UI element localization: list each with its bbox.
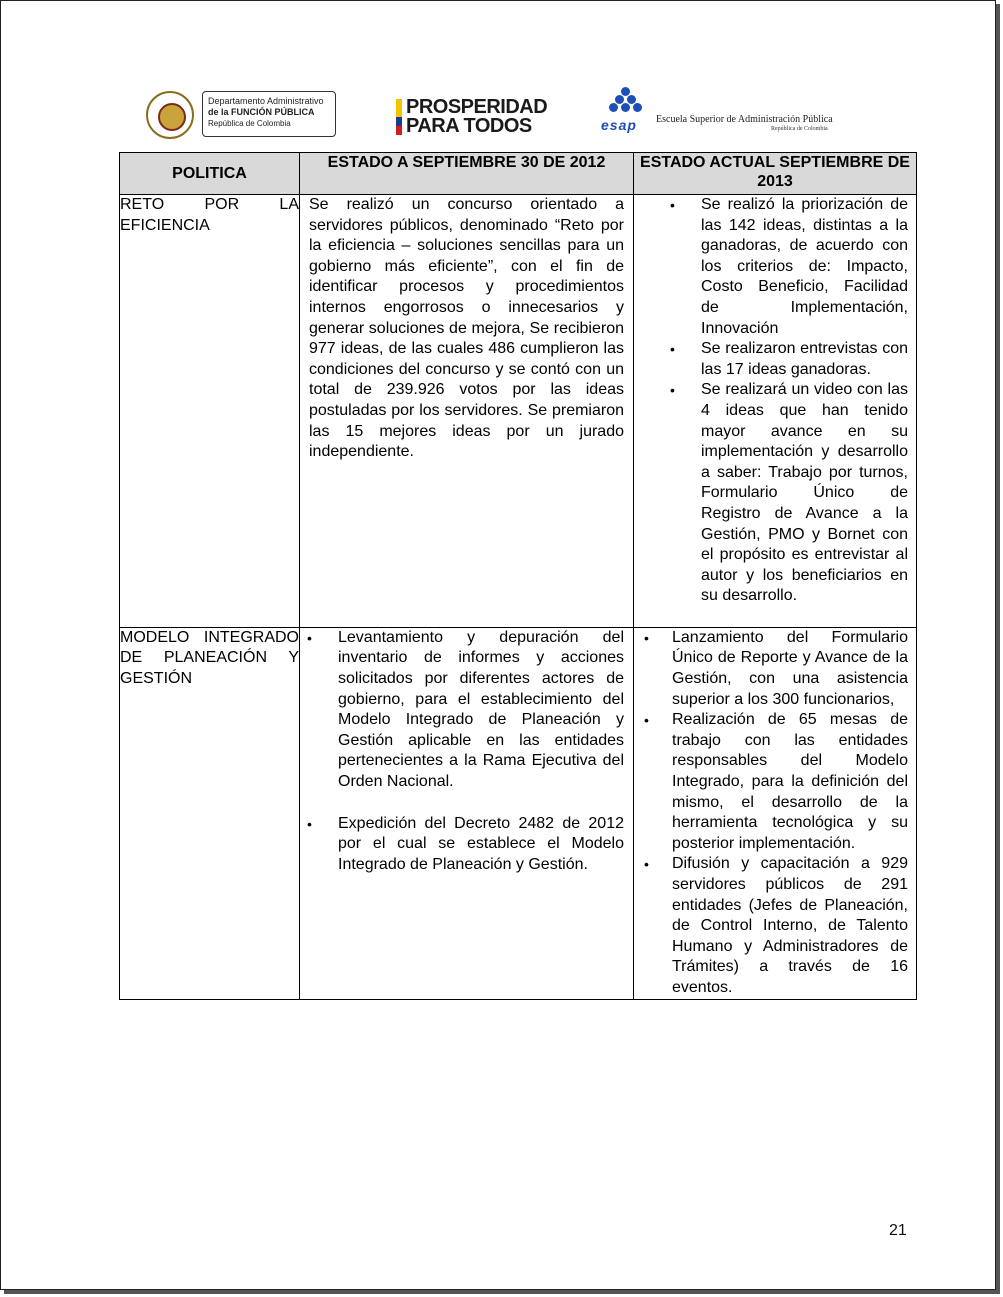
list-item-text: Se realizó la priorización de las 142 ideas, distintas a la ganadoras, de acuerdo con los criterios de: Impacto, Costo Beneficio, Facilidad de Implementación, Innovación xyxy=(701,196,908,337)
dafp-line3: República de Colombia xyxy=(208,119,291,128)
bullet-icon: • xyxy=(644,856,649,873)
flag-bar-icon xyxy=(396,99,402,135)
list-item-text: Lanzamiento del Formulario Único de Reporte y Avance de la Gestión, con una asistencia superior a los 300 funcionarios, xyxy=(672,628,908,708)
bullet-icon: • xyxy=(644,629,649,646)
list-item xyxy=(670,195,908,339)
prosperidad-logo xyxy=(396,95,551,139)
dafp-logo xyxy=(146,87,336,143)
prosperidad-line2: PARA TODOS xyxy=(406,115,532,137)
dafp-line1: Departamento Administrativo xyxy=(208,96,324,106)
bullet-icon: • xyxy=(644,712,649,729)
list-item xyxy=(644,854,908,998)
list-item xyxy=(307,628,624,793)
colombia-seal-icon xyxy=(146,91,194,139)
table-row xyxy=(120,627,917,999)
bullet-icon: • xyxy=(670,382,675,399)
dafp-logo-box xyxy=(202,91,336,137)
header-logos xyxy=(141,87,841,147)
list-item xyxy=(644,628,908,710)
list-item xyxy=(670,339,908,380)
bullet-icon: • xyxy=(670,197,675,213)
estado-2012-cell xyxy=(300,627,634,999)
policy-table xyxy=(119,152,917,1000)
page-number: 21 xyxy=(889,1222,907,1239)
esap-word: esap xyxy=(601,117,637,133)
estado-2012-text: Se realizó un concurso orientado a servidores públicos, denominado “Reto por la eficiencia – soluciones sencillas para un gobierno más eficiente”, con el fin de identificar procesos y procedimientos internos engorrosos o innecesarios y generar soluciones de mejora, Se recibieron 977 ideas, de las cuales 486 cumplieron las condiciones del concurso y se contó con un total de 239.926 votos por las ideas postuladas por los servidores. Se premiaron las 15 mejores ideas por un jurado independiente. xyxy=(309,196,624,461)
esap-name: Escuela Superior de Administración Pública xyxy=(656,114,833,125)
bullet-icon: • xyxy=(307,815,312,832)
header-estado-2013: ESTADO ACTUAL SEPTIEMBRE DE 2013 xyxy=(634,153,917,195)
header-politica: POLITICA xyxy=(120,153,300,195)
estado-2012-list xyxy=(300,628,633,876)
politica-cell: RETO POR LA EFICIENCIA xyxy=(120,195,300,628)
list-item-text: Levantamiento y depuración del inventario de informes y acciones solicitados por diferentes actores de gobierno, para el establecimiento del Modelo Integrado de Planeación y Gestión aplicable en las entidades pertenecientes a la Rama Ejecutiva del Orden Nacional. xyxy=(338,628,624,791)
estado-2013-list xyxy=(634,628,916,999)
list-item-text: Expedición del Decreto 2482 de 2012 por el cual se establece el Modelo Integrado de Planeación y Gestión. xyxy=(338,814,624,873)
esap-logo xyxy=(601,87,841,143)
list-item xyxy=(644,710,908,854)
header-estado-2012: ESTADO A SEPTIEMBRE 30 DE 2012 xyxy=(300,153,634,195)
list-item-text: Se realizaron entrevistas con las 17 ideas ganadoras. xyxy=(701,340,908,378)
bullet-icon: • xyxy=(670,341,675,358)
estado-2013-cell xyxy=(634,627,917,999)
estado-2013-list xyxy=(634,195,916,607)
dafp-line2: de la FUNCIÓN PÚBLICA xyxy=(208,107,315,117)
list-spacer xyxy=(338,793,624,814)
politica-cell: MODELO INTEGRADO DE PLANEACIÓN Y GESTIÓN xyxy=(120,627,300,999)
list-item-text: Se realizará un video con las 4 ideas que han tenido mayor avance en su implementación y desarrollo a saber: Trabajo por turnos, Formulario Único de Registro de Avance a la Gestión, PMO y Bornet con el propósito es entrevistar al autor y los beneficiarios en su desarrollo. xyxy=(701,381,908,605)
bullet-icon: • xyxy=(307,629,312,646)
esap-sub: República de Colombia xyxy=(771,126,828,132)
table-header-row xyxy=(120,153,917,195)
list-item xyxy=(670,380,908,607)
list-item-text: Realización de 65 mesas de trabajo con las entidades responsables del Modelo Integrado, para la definición del mismo, el desarrollo de la herramienta tecnológica y su posterior implementación. xyxy=(672,711,908,852)
list-item xyxy=(307,814,624,876)
estado-2012-cell xyxy=(300,195,634,628)
prosperidad-line1: PROSPERIDAD xyxy=(406,96,548,118)
estado-2013-cell xyxy=(634,195,917,628)
list-item-text: Difusión y capacitación a 929 servidores públicos de 291 entidades (Jefes de Planeación, de Control Interno, de Talento Humano y Administradores de Trámites) a través de 16 eventos. xyxy=(672,855,908,996)
table-row xyxy=(120,195,917,628)
